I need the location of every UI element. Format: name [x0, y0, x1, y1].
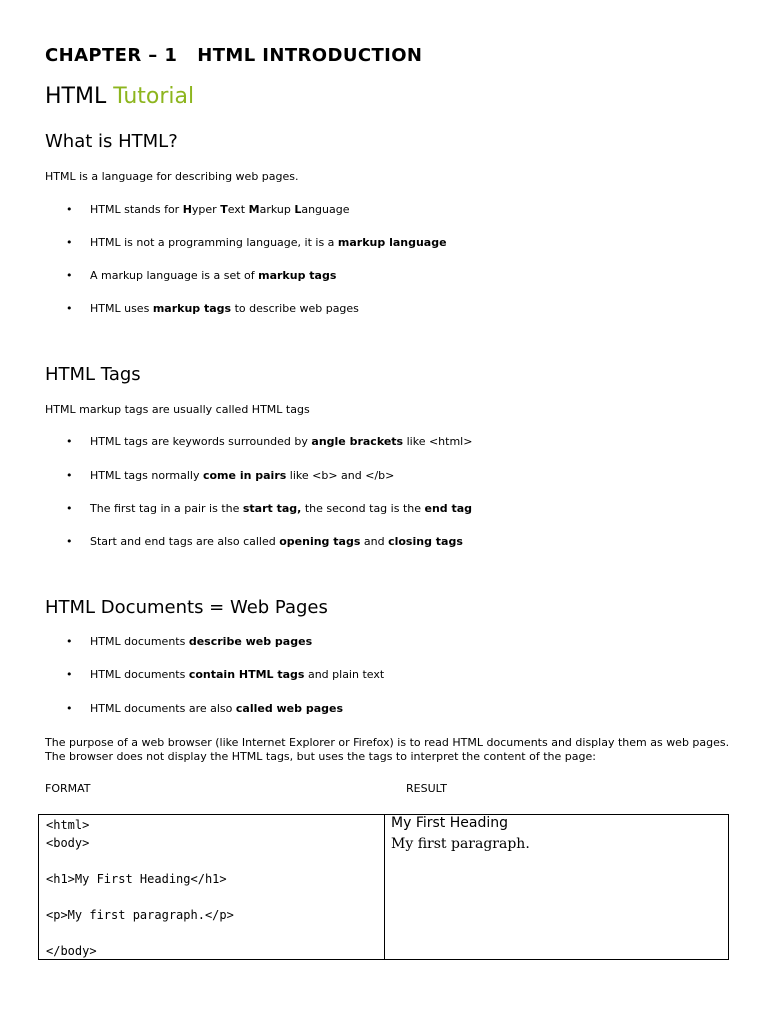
text: HTML stands for — [90, 203, 183, 216]
bold-text: contain HTML tags — [188, 668, 305, 681]
text: HTML uses — [90, 302, 153, 315]
bold-text: markup tags — [152, 302, 232, 315]
list-item — [66, 469, 394, 482]
result-label: RESULT — [406, 782, 447, 795]
example-table — [38, 814, 729, 960]
bullet-icon: • — [66, 236, 73, 249]
section-heading-what-is-html: What is HTML? — [45, 131, 178, 152]
bold-text: opening tags — [279, 535, 361, 548]
bullet-icon: • — [66, 635, 73, 648]
list-item — [66, 502, 472, 515]
section-heading-html-documents: HTML Documents = Web Pages — [45, 597, 328, 618]
result-paragraph: My first paragraph. — [391, 836, 530, 852]
text: HTML documents are also — [90, 702, 236, 715]
text: HTML documents — [90, 668, 189, 681]
bullet-icon: • — [66, 668, 73, 681]
bold-text: T — [220, 203, 228, 216]
text: like <b> and </b> — [286, 469, 395, 482]
text: like <html> — [403, 435, 473, 448]
text: HTML tags normally — [90, 469, 203, 482]
bullet-icon: • — [66, 203, 73, 216]
list-item — [66, 702, 343, 715]
list-item — [66, 302, 359, 315]
list-item — [66, 635, 312, 648]
text: Start and end tags are also called — [90, 535, 280, 548]
bold-text: markup tags — [258, 269, 337, 282]
text: the second tag is the — [301, 502, 425, 515]
bold-text: markup language — [337, 236, 447, 249]
text: to describe web pages — [231, 302, 359, 315]
table-divider — [384, 815, 385, 959]
page-title — [45, 84, 194, 109]
text: HTML documents — [90, 635, 189, 648]
text: arkup — [259, 203, 295, 216]
intro-html-tags: HTML markup tags are usually called HTML tags — [45, 403, 310, 416]
bullet-icon: • — [66, 269, 73, 282]
list-item — [66, 435, 472, 448]
bold-text: end tag — [424, 502, 473, 515]
title-accent: Tutorial — [113, 84, 195, 109]
bold-text: start tag, — [242, 502, 302, 515]
bold-text: called web pages — [235, 702, 344, 715]
text: The first tag in a pair is the — [90, 502, 243, 515]
list-item — [66, 203, 350, 216]
list-item — [66, 535, 463, 548]
list-item — [66, 236, 447, 249]
text: HTML is not a programming language, it is a — [90, 236, 338, 249]
chapter-heading: CHAPTER – 1 HTML INTRODUCTION — [45, 45, 423, 66]
bullet-icon: • — [66, 535, 73, 548]
bold-text: describe web pages — [188, 635, 313, 648]
bullet-icon: • — [66, 469, 73, 482]
text: yper — [191, 203, 221, 216]
bold-text: L — [294, 203, 302, 216]
bold-text: M — [248, 203, 260, 216]
browser-paragraph: The purpose of a web browser (like Internet Explorer or Firefox) is to read HTML documents and display them as web pages. The browser does not display the HTML tags, but uses the tags to interpret the content of the page: — [45, 736, 730, 763]
intro-what-is-html: HTML is a language for describing web pages. — [45, 170, 299, 183]
result-heading: My First Heading — [391, 815, 508, 831]
bullet-icon: • — [66, 702, 73, 715]
text: and — [360, 535, 389, 548]
list-item — [66, 269, 336, 282]
code-sample: <html> <body> <h1>My First Heading</h1> <p>My first paragraph.</p> </body> — [46, 818, 234, 958]
text: and plain text — [304, 668, 385, 681]
format-label: FORMAT — [45, 782, 91, 795]
bullet-icon: • — [66, 502, 73, 515]
text: A markup language is a set of — [90, 269, 259, 282]
list-item — [66, 668, 384, 681]
bold-text: closing tags — [388, 535, 463, 548]
bold-text: angle brackets — [311, 435, 404, 448]
text: anguage — [301, 203, 350, 216]
bullet-icon: • — [66, 302, 73, 315]
section-heading-html-tags: HTML Tags — [45, 364, 141, 385]
text: ext — [227, 203, 249, 216]
text: HTML tags are keywords surrounded by — [90, 435, 312, 448]
title-main: HTML — [45, 84, 107, 109]
bold-text: H — [182, 203, 192, 216]
bold-text: come in pairs — [202, 469, 287, 482]
bullet-icon: • — [66, 435, 73, 448]
